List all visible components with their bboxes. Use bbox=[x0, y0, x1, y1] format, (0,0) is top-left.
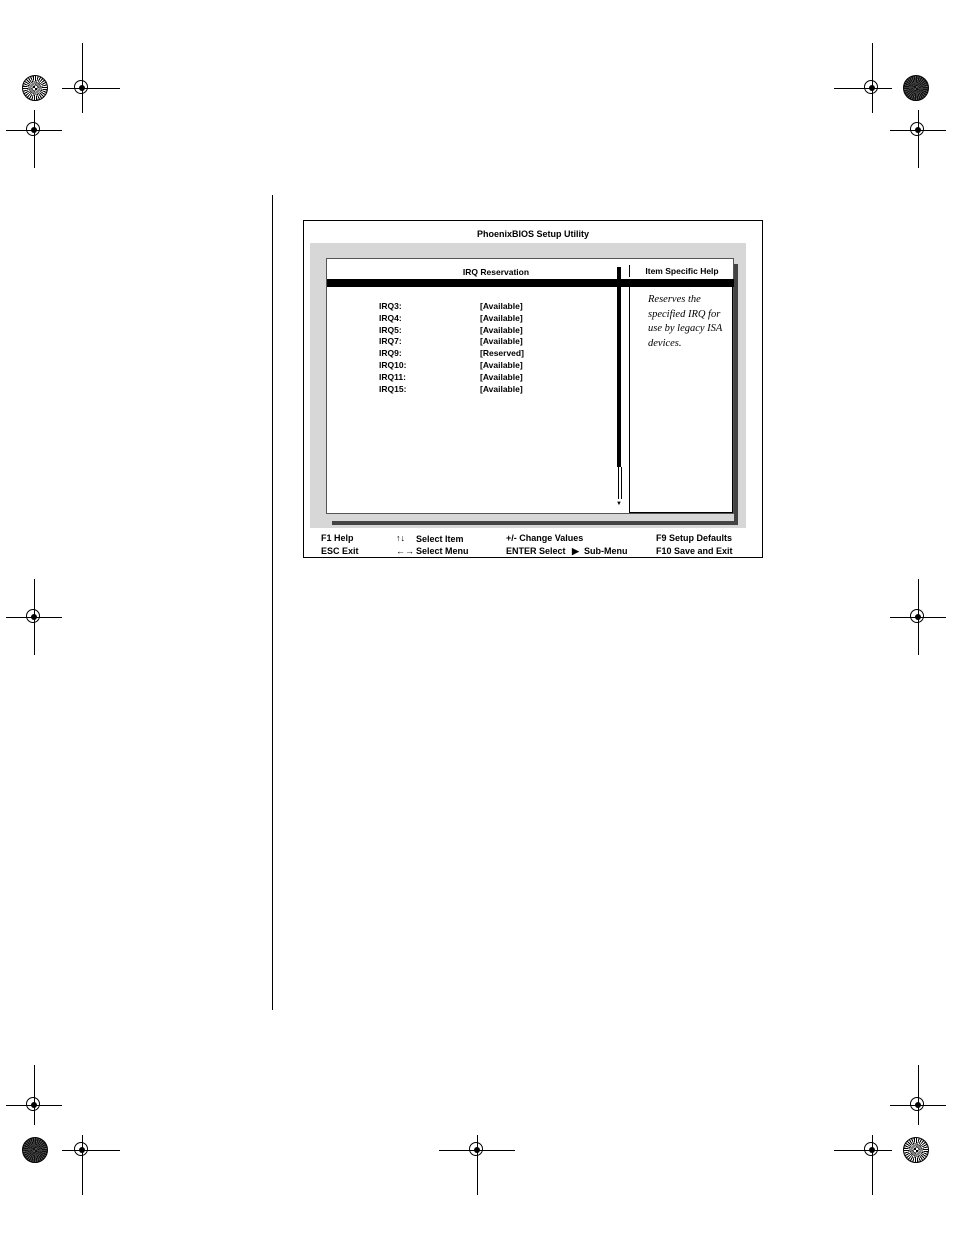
irq-value[interactable]: [Available] bbox=[480, 383, 523, 394]
submenu-arrow-icon: ▶ bbox=[572, 546, 579, 556]
section-header: IRQ Reservation bbox=[462, 267, 530, 277]
registration-star-bottom-right bbox=[903, 1137, 929, 1163]
scrollbar-track[interactable] bbox=[618, 467, 622, 499]
irq-value[interactable]: [Available] bbox=[480, 324, 523, 335]
irq-label: IRQ3: bbox=[379, 301, 402, 311]
scroll-down-icon[interactable]: ▼ bbox=[616, 501, 622, 507]
help-text: Reserves the specified IRQ for use by legacy ISA devices. bbox=[648, 294, 723, 349]
f10-save-exit-key: F10 Save and Exit bbox=[656, 546, 733, 556]
header-bar bbox=[327, 279, 734, 287]
irq-label: IRQ11: bbox=[379, 371, 406, 382]
change-values-key: +/- Change Values bbox=[506, 533, 584, 543]
bios-title: PhoenixBIOS Setup Utility bbox=[476, 229, 589, 239]
enter-select-key: ENTER Select bbox=[506, 546, 566, 556]
irq-value[interactable]: [Available] bbox=[480, 312, 523, 323]
irq-label: IRQ7: bbox=[379, 336, 402, 347]
irq-value[interactable]: [Available] bbox=[480, 371, 523, 382]
key-legend bbox=[304, 533, 764, 557]
f9-defaults-key: F9 Setup Defaults bbox=[656, 533, 733, 543]
panel-shadow bbox=[332, 521, 738, 525]
sub-menu-key: Sub-Menu bbox=[584, 546, 628, 556]
irq-value[interactable]: [Reserved] bbox=[480, 348, 524, 359]
help-header: Item Specific Help bbox=[629, 265, 734, 277]
irq-reservation-panel bbox=[326, 258, 734, 514]
select-item-key: Select Item bbox=[416, 534, 464, 544]
registration-star-top-left bbox=[22, 75, 48, 101]
registration-star-bottom-left bbox=[22, 1137, 48, 1163]
irq-label: IRQ10: bbox=[379, 359, 407, 370]
registration-star-top-right bbox=[903, 75, 929, 101]
irq-label: IRQ5: bbox=[379, 324, 402, 335]
select-menu-key: Select Menu bbox=[416, 546, 469, 556]
f1-help-key: F1 Help bbox=[321, 533, 354, 543]
panel-shadow bbox=[734, 264, 738, 521]
irq-value[interactable]: [Available] bbox=[480, 301, 523, 311]
irq-label: IRQ15: bbox=[379, 383, 407, 394]
leftright-arrows-icon: ←→ bbox=[396, 546, 414, 556]
updown-arrows-icon: ↑↓ bbox=[396, 533, 405, 543]
esc-exit-key: ESC Exit bbox=[321, 546, 359, 556]
margin-rule bbox=[272, 195, 273, 1010]
scrollbar[interactable] bbox=[617, 267, 621, 507]
irq-label: IRQ9: bbox=[379, 348, 402, 359]
help-box bbox=[629, 287, 733, 513]
irq-label: IRQ4: bbox=[379, 312, 402, 323]
irq-value[interactable]: [Available] bbox=[480, 336, 523, 347]
scrollbar-thumb[interactable] bbox=[617, 267, 621, 467]
irq-value[interactable]: [Available] bbox=[480, 359, 523, 370]
bios-screen bbox=[303, 220, 763, 558]
